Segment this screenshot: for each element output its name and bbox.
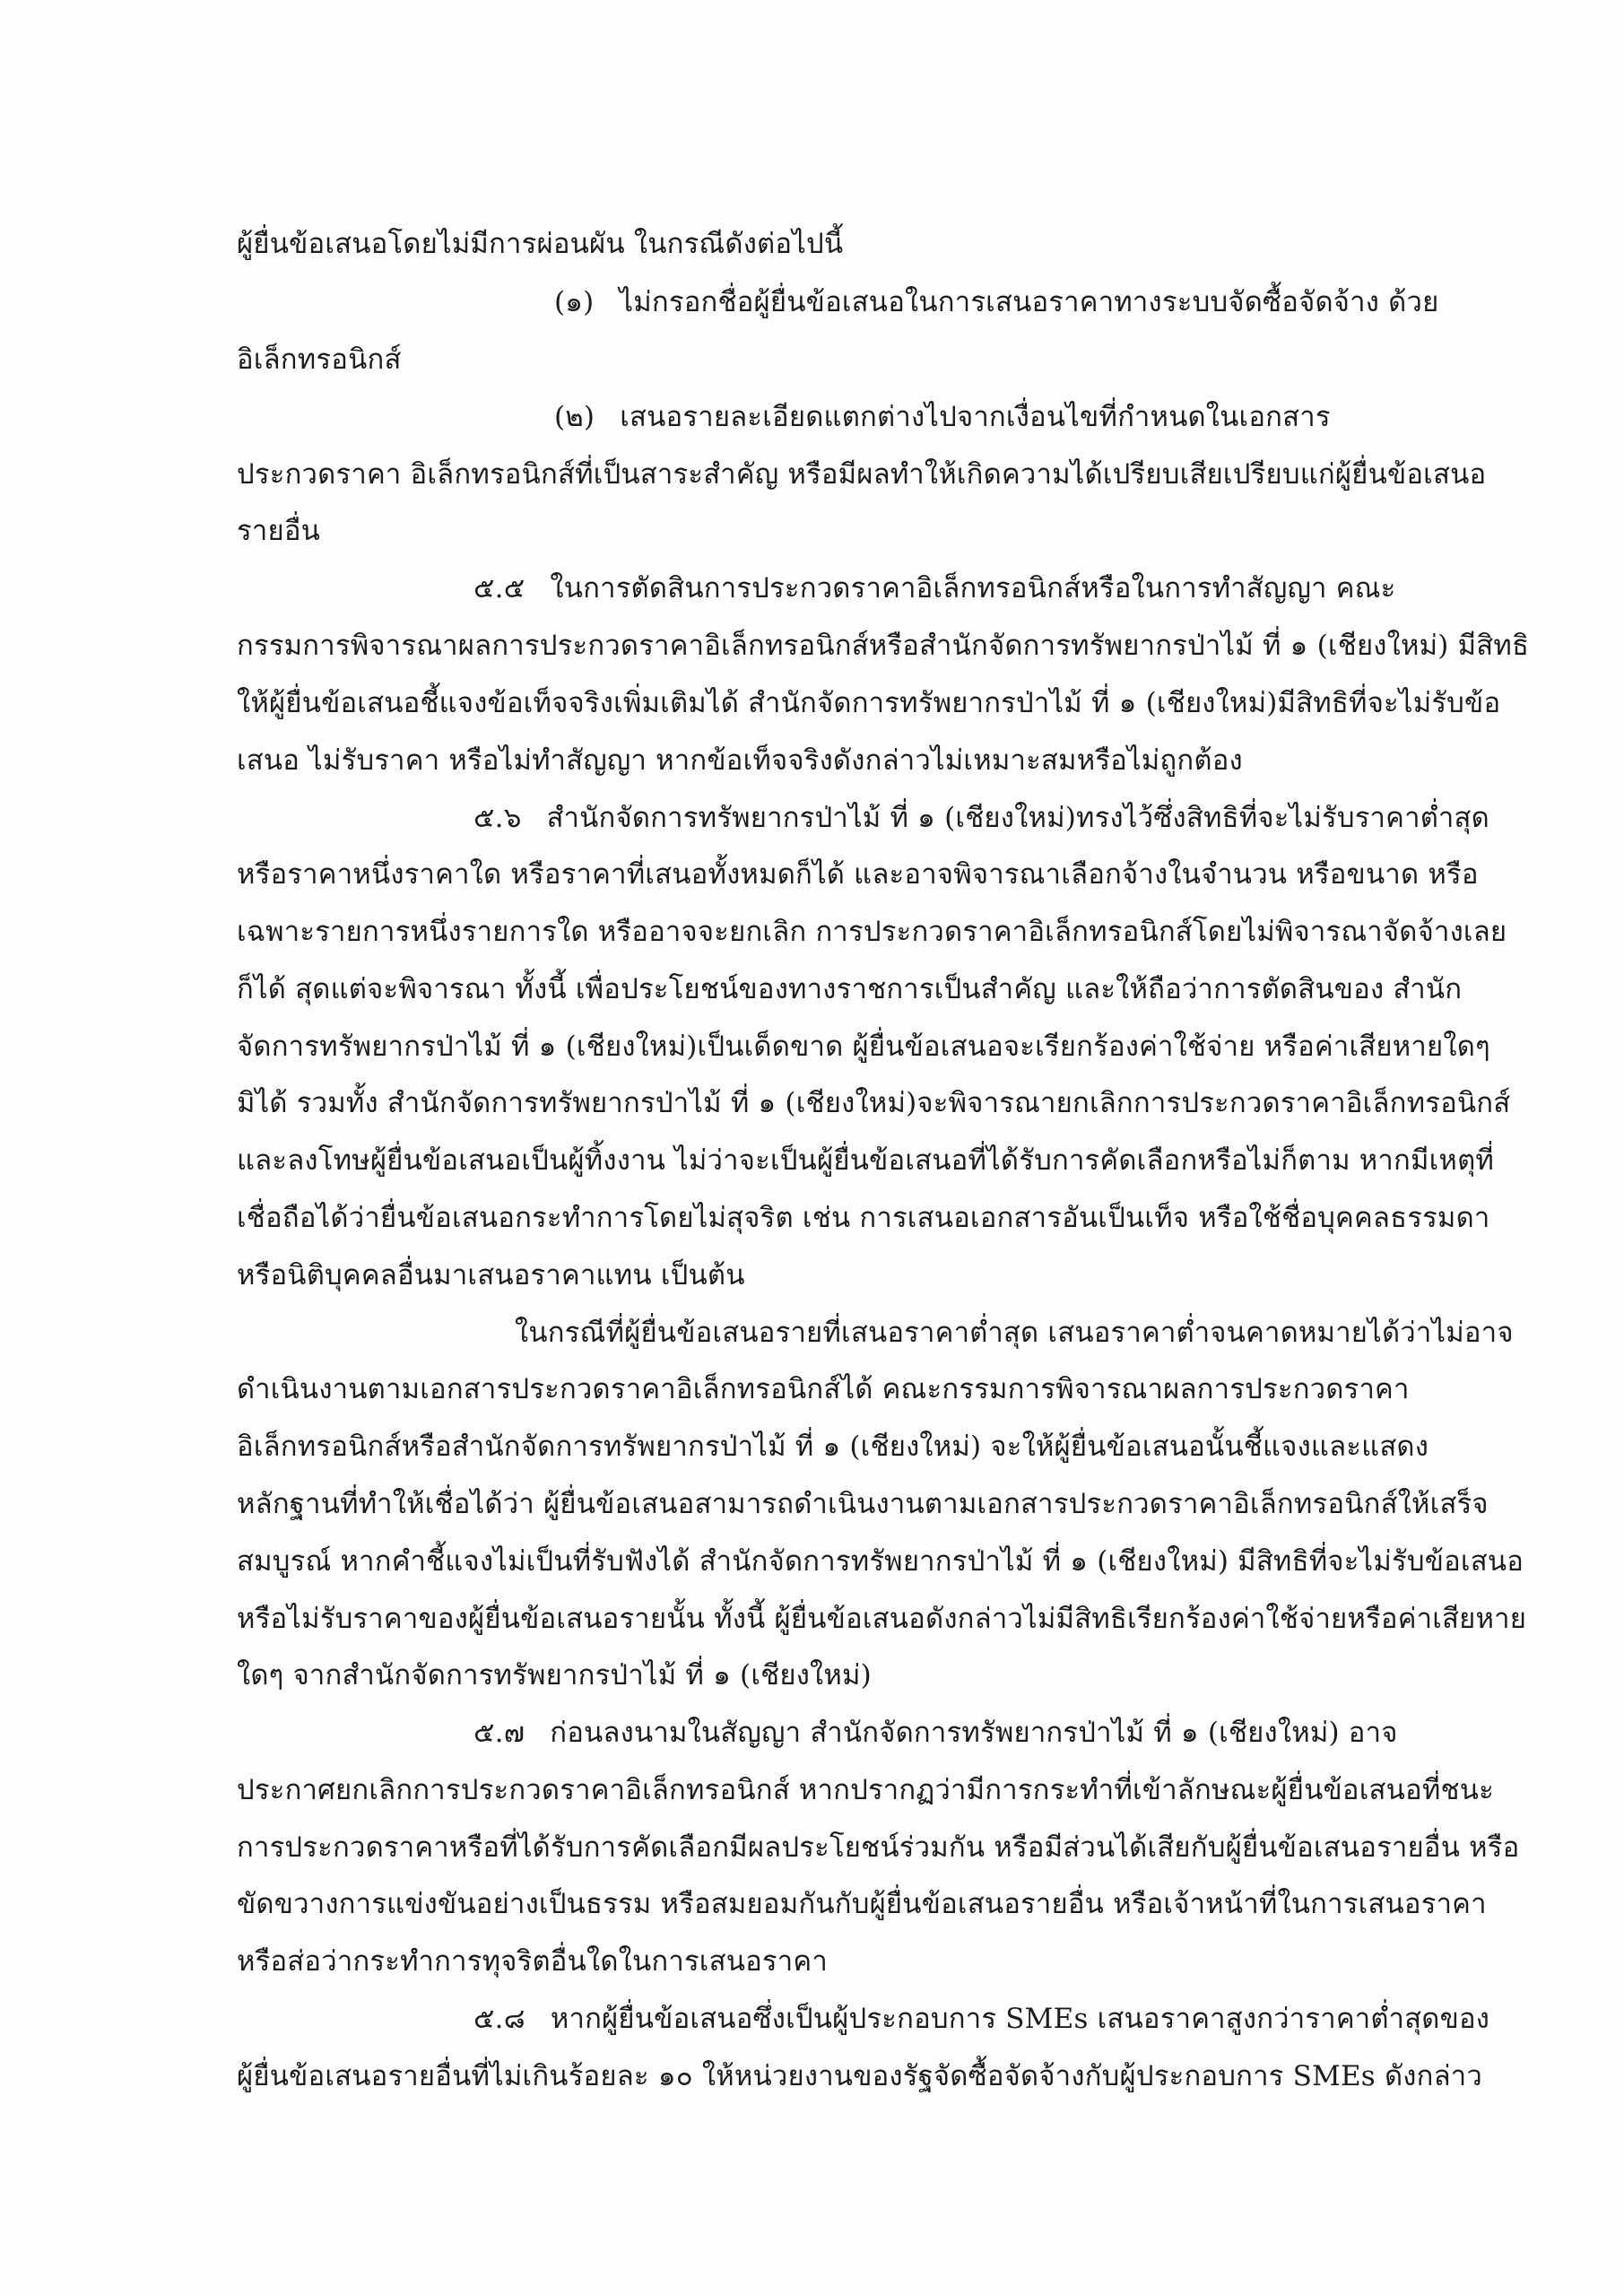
item-number: (๒) [554,401,595,433]
clause-number: ๕.๘ [473,2003,525,2035]
text-line: ขัดขวางการแข่งขันอย่างเป็นธรรม หรือสมยอมกันกับผู้ยื่นข้อเสนอรายอื่น หรือเจ้าหน้าที่ในการเสนอราคา [237,1888,1487,1920]
text-line: และลงโทษผู้ยื่นข้อเสนอเป็นผู้ทิ้งงาน ไม่ว่าจะเป็นผู้ยื่นข้อเสนอที่ได้รับการคัดเลือกหรือไม่ก็ตาม หากมีเหตุที่ [237,1144,1495,1177]
numbered-item-2 [554,397,1331,437]
clause-number: ๕.๖ [473,802,522,834]
text-line: เสนอ ไม่รับราคา หรือไม่ทำสัญญา หากข้อเท็จจริงดังกล่าวไม่เหมาะสมหรือไม่ถูกต้อง [237,744,1243,777]
text-line: กรรมการพิจารณาผลการประกวดราคาอิเล็กทรอนิกส์หรือสำนักจัดการทรัพยากรป่าไม้ ที่ ๑ (เชียงใหม่) มีสิทธิ [237,630,1530,662]
text-line: หรือไม่รับราคาของผู้ยื่นข้อเสนอรายนั้น ทั้งนี้ ผู้ยื่นข้อเสนอดังกล่าวไม่มีสิทธิเรียกร้องค่าใช้จ่ายหรือค่าเสียหาย [237,1603,1527,1635]
text-line: รายอื่น [237,515,321,547]
clause-number: ๕.๗ [473,1717,525,1749]
text-line: หรือส่อว่ากระทำการทุจริตอื่นใดในการเสนอราคา [237,1945,828,1978]
text-line: ประกาศยกเลิกการประกวดราคาอิเล็กทรอนิกส์ หากปรากฏว่ามีการกระทำที่เข้าลักษณะผู้ยื่นข้อเสนอที่ชนะ [237,1774,1494,1806]
text-line: ผู้ยื่นข้อเสนอรายอื่นที่ไม่เกินร้อยละ ๑๐ ให้หน่วยงานของรัฐจัดซื้อจัดจ้างกับผู้ประกอบการ SMEs ดังกล่าว [237,2060,1483,2092]
text-line: อิเล็กทรอนิกส์หรือสำนักจัดการทรัพยากรป่าไม้ ที่ ๑ (เชียงใหม่) จะให้ผู้ยื่นข้อเสนอนั้นชี้แจงและแสดง [237,1431,1429,1463]
text-line: ใดๆ จากสำนักจัดการทรัพยากรป่าไม้ ที่ ๑ (เชียงใหม่) [237,1659,872,1692]
text-line: ก่อนลงนามในสัญญา สำนักจัดการทรัพยากรป่าไม้ ที่ ๑ (เชียงใหม่) อาจ [550,1717,1398,1749]
text-line: มิได้ รวมทั้ง สำนักจัดการทรัพยากรป่าไม้ ที่ ๑ (เชียงใหม่)จะพิจารณายกเลิกการประกวดราคาอิเล็กทรอนิกส์ [237,1087,1511,1119]
item-number: (๑) [554,286,595,318]
text-line: เฉพาะรายการหนึ่งรายการใด หรืออาจจะยกเลิก การประกวดราคาอิเล็กทรอนิกส์โดยไม่พิจารณาจัดจ้างเลย [237,916,1507,948]
clause-5-6 [473,798,1489,838]
text-line: สำนักจัดการทรัพยากรป่าไม้ ที่ ๑ (เชียงใหม่)ทรงไว้ซึ่งสิทธิที่จะไม่รับราคาต่ำสุด [546,802,1489,834]
text-line: ผู้ยื่นข้อเสนอโดยไม่มีการผ่อนผัน ในกรณีดังต่อไปนี้ [237,228,844,260]
text-line: ประกวดราคา อิเล็กทรอนิกส์ที่เป็นสาระสำคัญ หรือมีผลทำให้เกิดความได้เปรียบเสียเปรียบแก่ผู้ยื่นข้อเสนอ [237,458,1487,491]
text-line: จัดการทรัพยากรป่าไม้ ที่ ๑ (เชียงใหม่)เป็นเด็ดขาด ผู้ยื่นข้อเสนอจะเรียกร้องค่าใช้จ่าย หรือค่าเสียหายใดๆ [237,1031,1490,1063]
text-line: เชื่อถือได้ว่ายื่นข้อเสนอกระทำการโดยไม่สุจริต เช่น การเสนอเอกสารอันเป็นเท็จ หรือใช้ชื่อบุคคลธรรมดา [237,1202,1490,1234]
clause-5-8 [473,1999,1489,2039]
text-line: หากผู้ยื่นข้อเสนอซึ่งเป็นผู้ประกอบการ SMEs เสนอราคาสูงกว่าราคาต่ำสุดของ [550,2003,1490,2035]
text-line: หลักฐานที่ทำให้เชื่อได้ว่า ผู้ยื่นข้อเสนอสามารถดำเนินงานตามเอกสารประกวดราคาอิเล็กทรอนิกส์ให้เสร็จ [237,1488,1489,1520]
text-line: ให้ผู้ยื่นข้อเสนอชี้แจงข้อเท็จจริงเพิ่มเติมได้ สำนักจัดการทรัพยากรป่าไม้ ที่ ๑ (เชียงใหม่)มีสิทธิที่จะไม่รับข้อ [237,687,1501,719]
clause-5-5 [473,569,1395,608]
text-line: อิเล็กทรอนิกส์ [237,344,402,376]
text-line: การประกวดราคาหรือที่ได้รับการคัดเลือกมีผลประโยชน์ร่วมกัน หรือมีส่วนได้เสียกับผู้ยื่นข้อเสนอรายอื่น หรือ [237,1831,1520,1864]
text-line: เสนอรายละเอียดแตกต่างไปจากเงื่อนไขที่กำหนดในเอกสาร [620,401,1331,433]
numbered-item-1 [554,283,1438,322]
text-line: ในกรณีที่ผู้ยื่นข้อเสนอรายที่เสนอราคาต่ำสุด เสนอราคาต่ำจนคาดหมายได้ว่าไม่อาจ [515,1317,1514,1349]
text-line: ดำเนินงานตามเอกสารประกวดราคาอิเล็กทรอนิกส์ได้ คณะกรรมการพิจารณาผลการประกวดราคา [237,1373,1410,1405]
text-line: ไม่กรอกชื่อผู้ยื่นข้อเสนอในการเสนอราคาทางระบบจัดซื้อจัดจ้าง ด้วย [619,286,1439,318]
text-line: ในการตัดสินการประกวดราคาอิเล็กทรอนิกส์หรือในการทำสัญญา คณะ [550,572,1396,604]
text-line: หรือนิติบุคคลอื่นมาเสนอราคาแทน เป็นต้น [237,1259,745,1292]
text-line: สมบูรณ์ หากคำชี้แจงไม่เป็นที่รับฟังได้ สำนักจัดการทรัพยากรป่าไม้ ที่ ๑ (เชียงใหม่) มีสิทธิที่จะไม่รับข้อเสนอ [237,1545,1524,1578]
clause-number: ๕.๕ [473,572,525,604]
text-line: ก็ได้ สุดแต่จะพิจารณา ทั้งนี้ เพื่อประโยชน์ของทางราชการเป็นสำคัญ และให้ถือว่าการตัดสินของ สำนัก [237,973,1463,1005]
text-line: หรือราคาหนึ่งราคาใด หรือราคาที่เสนอทั้งหมดก็ได้ และอาจพิจารณาเลือกจ้างในจำนวน หรือขนาด หรือ [237,858,1479,891]
clause-5-7 [473,1713,1398,1752]
